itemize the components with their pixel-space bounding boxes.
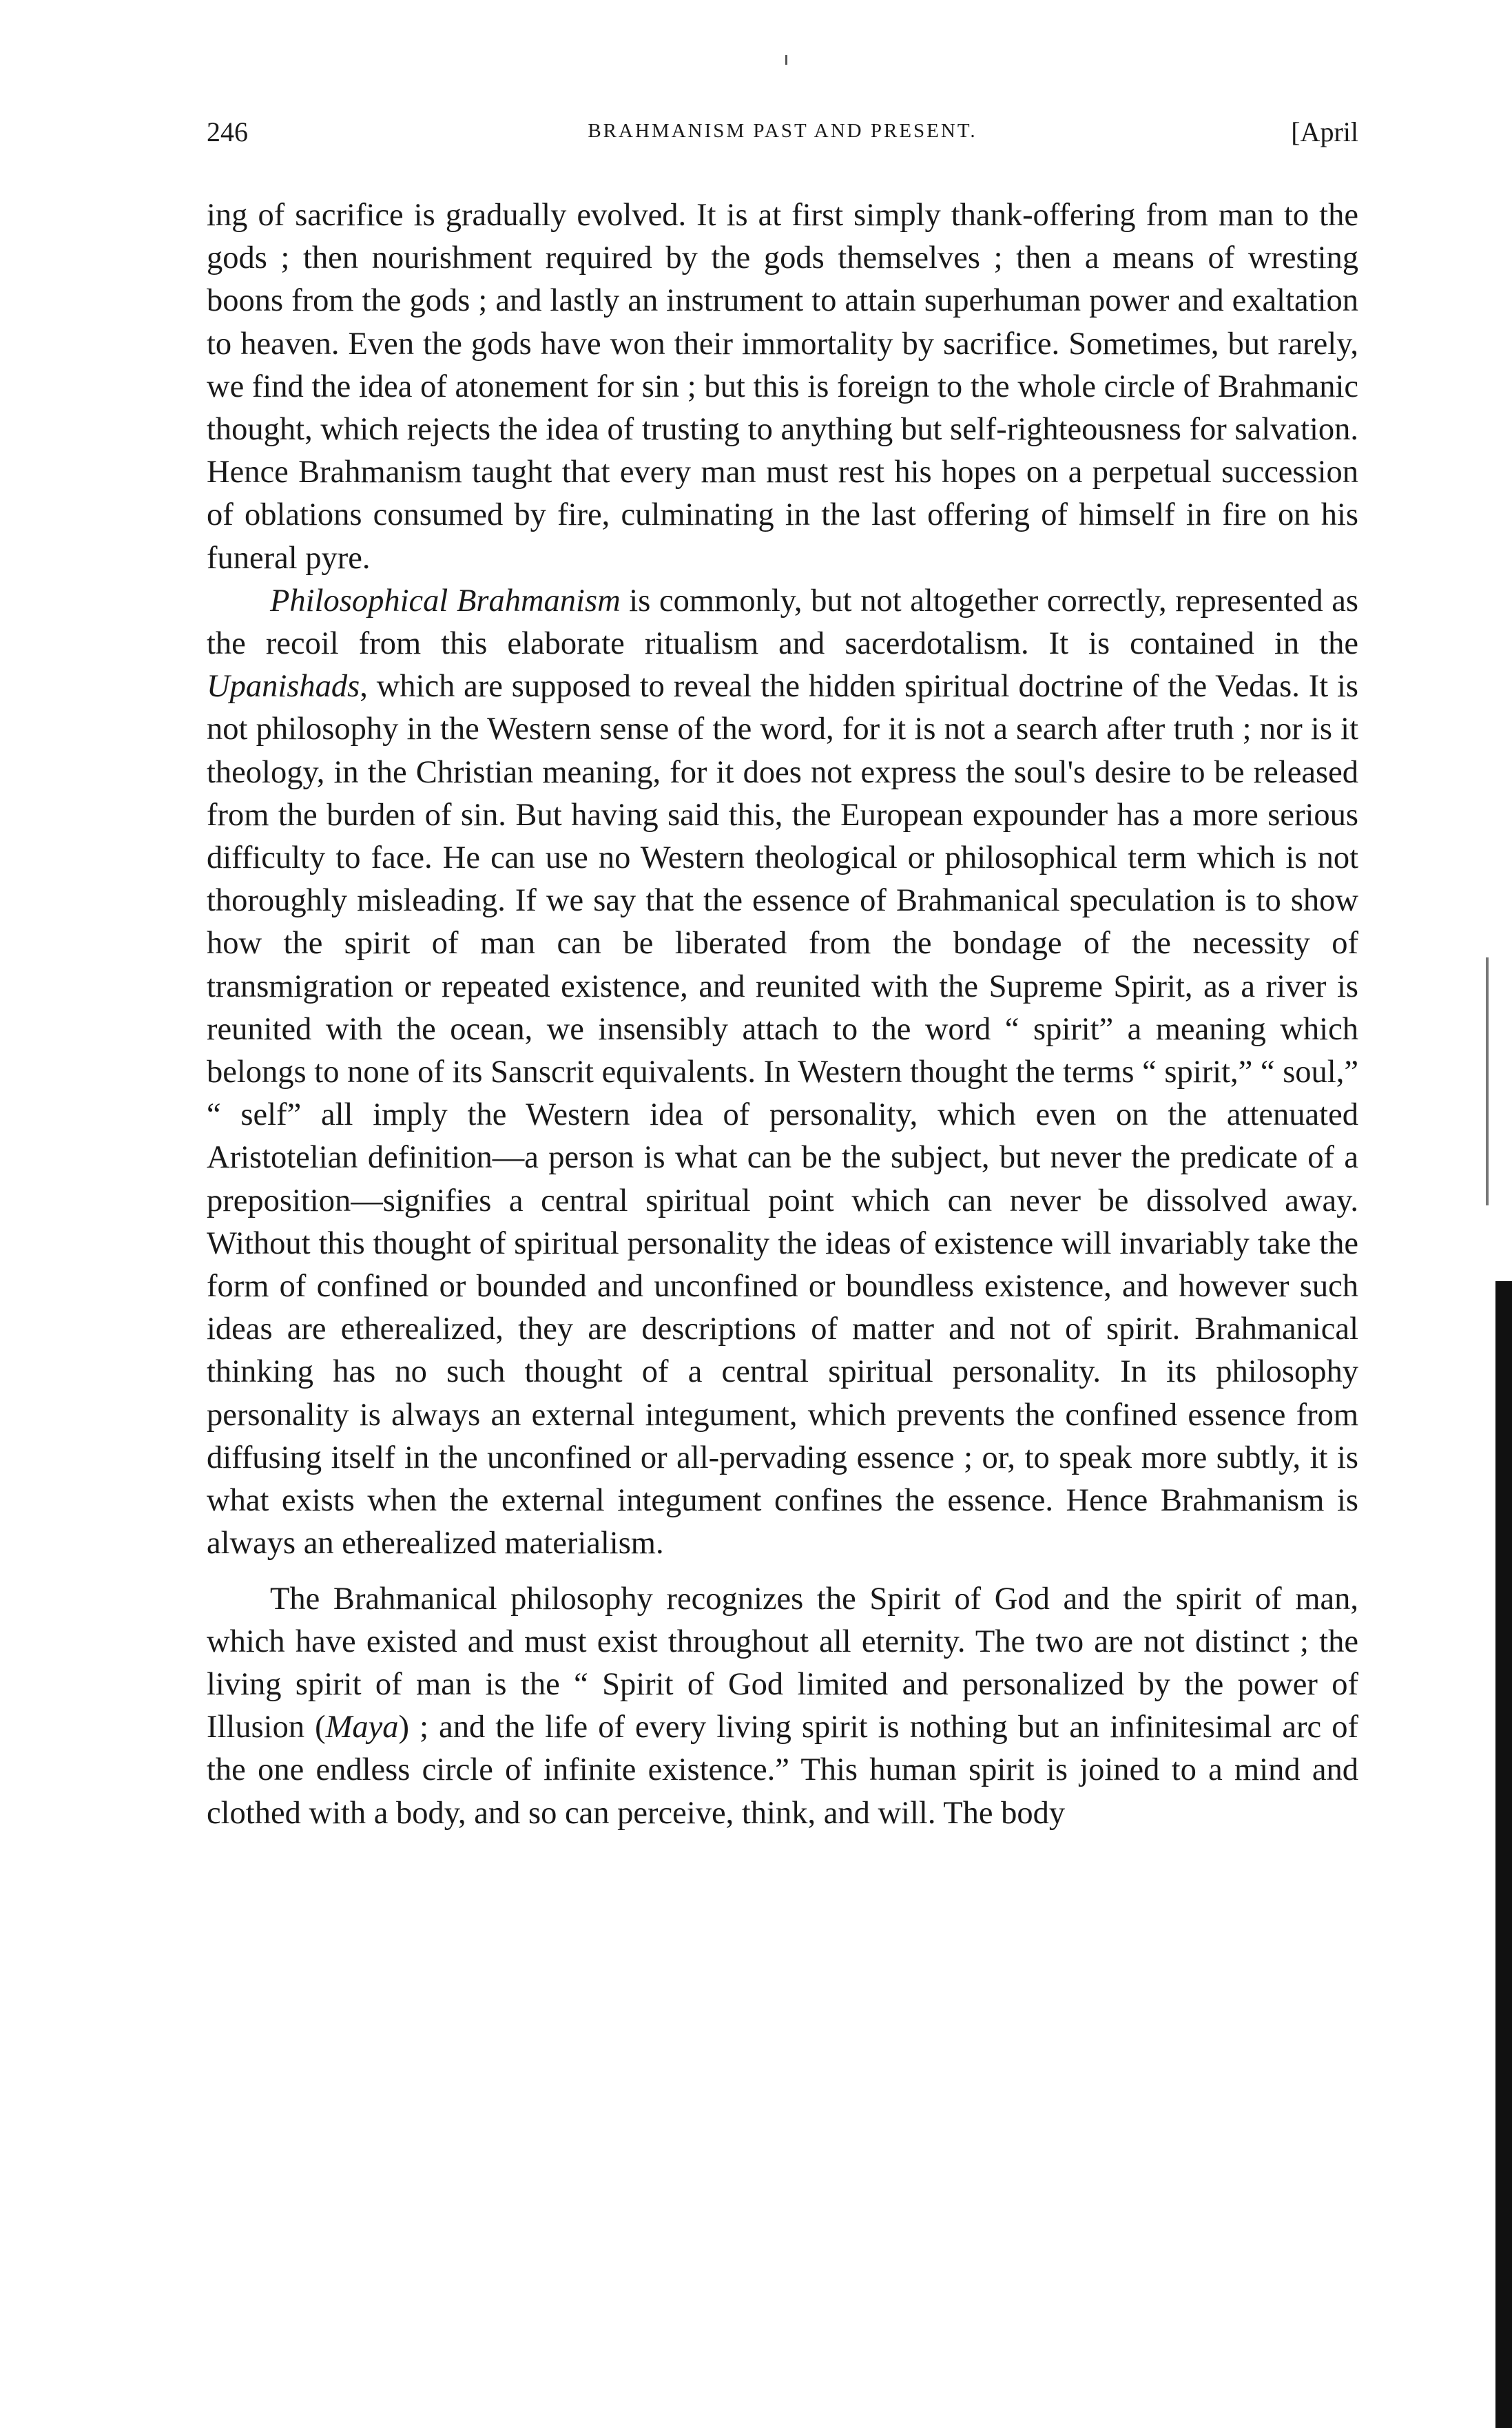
text-run: ing of sacrifice is gradually evolved. It is at first simply thank-offering from man to the gods ; then nourishment required by the gods themselves ; then a means of wresting boons from the gods ; and lastly an instrument to attain superhuman power and exaltation to heaven. Even the gods have won their immortality by sacrifice. Sometimes, but rarely, we find the idea of atonement for sin ; but this is foreign to the whole circle of Brahmanic thought, which rejects the idea of trusting to anything but self-righteousness for salvation. Hence Brahmanism taught that every man must rest his hopes on a perpetual succession of oblations consumed by fire, culminating in the last offering of himself in fire on his funeral pyre. xyxy=(207,198,1358,576)
italic-term: Maya xyxy=(325,1710,399,1745)
body-text xyxy=(207,194,1358,1835)
scan-edge-shadow xyxy=(1495,1281,1512,2428)
running-header xyxy=(207,116,1358,157)
issue-month: [April xyxy=(1291,116,1358,147)
text-run: is commonly, but not altogether correctly, represented as the recoil from this elaborate ritualism and sacerdotalism. It is contained in the xyxy=(207,583,1358,662)
page-number: 246 xyxy=(207,116,248,147)
running-title: BRAHMANISM PAST AND PRESENT. xyxy=(588,120,977,142)
paragraph xyxy=(207,1578,1358,1835)
text-run: , which are supposed to reveal the hidden spiritual doctrine of the Vedas. It is not philosophy in the Western sense of the word, for it is not a search after truth ; nor is it theology, in the Christian meaning, for it does not express the soul's desire to be released from the burden of sin. But having said this, the European expounder has a more serious difficulty to face. He can use no Western theological or philosophical term which is not thoroughly misleading. If we say that the essence of Brahmanical speculation is to show how the spirit of man can be liberated from the bondage of the necessity of transmigration or repeated existence, and reunited with the Supreme Spirit, as a river is reunited with the ocean, we insensibly attach to the word “ spirit” a meaning which belongs to none of its Sanscrit equivalents. In Western thought the terms “ spirit,” “ soul,” “ self” all imply the Western idea of personality, which even on the attenuated Aristotelian definition—a person is what can be the subject, but never the predicate of a preposition—signifies a central spiritual point which can never be dissolved away. Without this thought of spiritual personality the ideas of existence will invariably take the form of confined or bounded and unconfined or boundless existence, and however such ideas are etherealized, they are descriptions of matter and not of spirit. Brahmanical thinking has no such thought of a central spiritual personality. In its philosophy personality is always an external integument, which prevents the confined essence from diffusing itself in the unconfined or all-pervading essence ; or, to speak more subtly, it is what exists when the external integument confines the essence. Hence Brahmanism is always an etherealized materialism. xyxy=(207,669,1358,1561)
text-run: ) ; and the life of every living spirit is nothing but an infinitesimal arc of the one endless circle of infinite existence.” This human spirit is joined to a mind and clothed with a body, and so can perceive, think, and will. The body xyxy=(207,1710,1359,1831)
italic-term: Philosophical Brahmanism xyxy=(270,583,621,619)
italic-term: Upanishads xyxy=(207,669,360,705)
paragraph xyxy=(207,580,1358,1566)
paragraph xyxy=(207,194,1358,580)
text-run: The Brahmanical philosophy recognizes the Spirit of God and the spirit of man, which have existed and must exist throughout all eternity. The two are not distinct ; the living spirit of man is the “ Spirit of God limited and personalized by the power of Illusion ( xyxy=(207,1581,1358,1745)
scan-edge-line xyxy=(1486,957,1489,1205)
print-speck xyxy=(785,55,787,65)
